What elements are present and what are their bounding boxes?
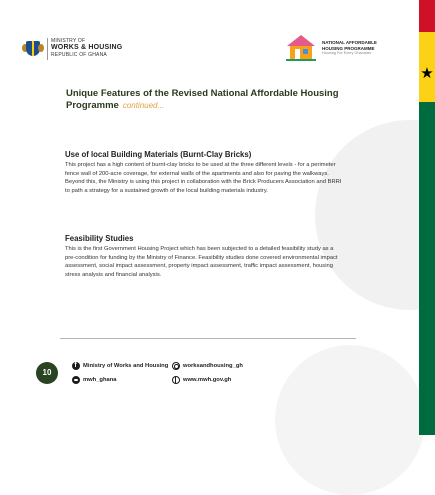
programme-name: [322, 40, 377, 57]
twitter-link[interactable]: [72, 376, 117, 384]
page-title-text: Unique Features of the Revised National Affordable Housing Programme: [66, 88, 339, 111]
programme-line-1: NATIONAL AFFORDABLE: [322, 40, 377, 45]
section-heading: Feasibility Studies: [65, 234, 134, 243]
facebook-icon: [72, 362, 80, 370]
logo-door: [295, 49, 300, 59]
logo-roof: [287, 35, 315, 46]
logo-base: [286, 59, 316, 61]
ghana-flag-stripe: [419, 0, 435, 435]
logo-window: [303, 49, 308, 54]
section-local-materials: [65, 150, 345, 195]
instagram-icon: [172, 362, 180, 370]
footer-divider: [60, 338, 356, 339]
star-icon: ★: [420, 65, 434, 82]
flag-green-band: [419, 102, 435, 435]
twitter-label: mwh_ghana: [83, 377, 117, 383]
background-circle: [315, 120, 435, 310]
section-heading: Use of local Building Materials (Burnt-Clay Bricks): [65, 150, 252, 159]
ministry-line-2: WORKS & HOUSING: [51, 44, 123, 51]
programme-tagline: Housing For Every Ghanaian: [322, 51, 371, 55]
page-title: [66, 88, 366, 112]
ministry-name: [51, 38, 122, 58]
continued-label: continued...: [122, 101, 165, 110]
instagram-label: worksandhousing_gh: [183, 363, 243, 369]
facebook-label: Ministry of Works and Housing: [83, 363, 169, 369]
header-divider: [47, 38, 48, 60]
programme-logo-icon: [286, 35, 316, 61]
section-body: This is the first Government Housing Project which has been subjected to a detailed feasibility study as a pre-condition for funding by the Ministry of Finance. Feasibility studies done covered environmental impact assessment, social impact assessment, property impact assessment, traffic impact assessment, housing stress analysis and financial analysis.: [65, 246, 338, 278]
programme-line-2: HOUSING PROGRAMME: [322, 45, 375, 51]
coat-of-arms-icon: [22, 38, 44, 58]
section-feasibility-studies: [65, 234, 345, 279]
logo-building: [290, 46, 312, 59]
instagram-link[interactable]: [172, 362, 243, 370]
facebook-link[interactable]: [72, 362, 168, 370]
ministry-line-3: REPUBLIC OF GHANA: [51, 52, 107, 58]
website-link[interactable]: [172, 376, 231, 384]
ministry-line-1: MINISTRY OF: [51, 38, 86, 44]
background-circle: [275, 345, 425, 495]
section-body: This project has a high content of burnt-clay bricks to be used at the three different levels - for a perimeter fence wall of 200-acre coverage, for external walls of the apartments and also for paving the walkways. Beyond this, the Ministry is using this project in collaboration with the Brick Producers Association and BRRI to path a strategy for a sustained growth of the local building materials industry.: [65, 162, 342, 194]
page-number-badge: 10: [36, 362, 58, 384]
website-label: www.mwh.gov.gh: [183, 377, 232, 383]
crest-wing-right: [38, 44, 44, 52]
flag-red-band: [419, 0, 435, 32]
twitter-icon: [72, 376, 80, 384]
globe-icon: [172, 376, 180, 384]
